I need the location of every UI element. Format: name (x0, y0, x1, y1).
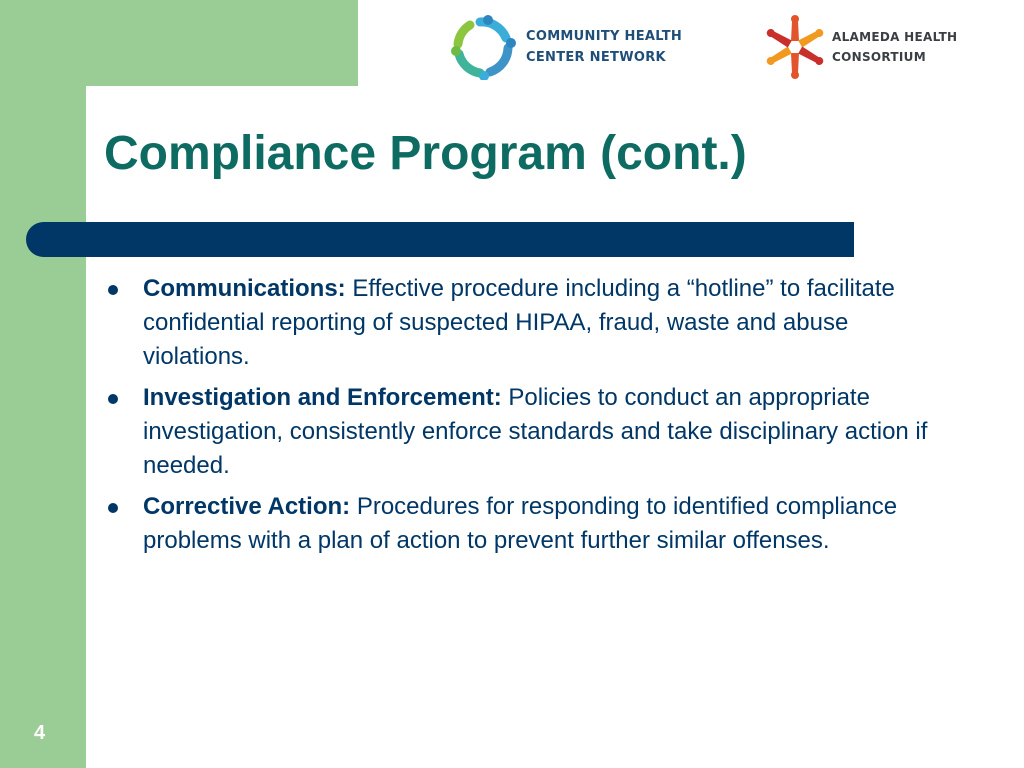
ahc-logo-wordmark (832, 27, 957, 67)
chn-logo-line1: COMMUNITY HEALTH (526, 29, 683, 44)
bullet-text: Procedures for responding to identified compliance problems with a plan of action to prevent further similar offenses. (143, 493, 898, 554)
page-number: 4 (34, 722, 46, 744)
ahc-logo-line1: ALAMEDA HEALTH (832, 30, 958, 44)
chn-logo-wordmark (526, 26, 682, 68)
bullet-dot-icon (108, 394, 118, 404)
bullet-corrective-action (104, 490, 944, 558)
slide-title: Compliance Program (cont.) (104, 127, 747, 180)
bullet-investigation (104, 381, 944, 483)
ahc-logo-icon (766, 14, 824, 80)
bullet-communications (104, 272, 944, 374)
bullet-dot-icon (108, 285, 118, 295)
bullet-list (104, 272, 944, 565)
chn-logo-icon (450, 14, 518, 80)
chn-logo (450, 14, 682, 80)
bullet-lead: Communications: (143, 275, 346, 302)
bullet-lead: Investigation and Enforcement: (143, 384, 502, 411)
bullet-text: Effective procedure including a “hotline” to facilitate confidential reporting of suspected HIPAA, fraud, waste and abuse violations. (143, 275, 895, 370)
title-divider-bar (26, 222, 854, 257)
ahc-logo (766, 14, 957, 80)
ahc-logo-line2: CONSORTIUM (832, 50, 926, 64)
left-green-band (0, 0, 86, 768)
top-green-corner (0, 0, 358, 86)
bullet-dot-icon (108, 503, 118, 513)
bullet-text: Policies to conduct an appropriate investigation, consistently enforce standards and take disciplinary action if needed. (143, 384, 928, 479)
bullet-lead: Corrective Action: (143, 493, 351, 520)
chn-logo-line2: CENTER NETWORK (526, 50, 666, 65)
